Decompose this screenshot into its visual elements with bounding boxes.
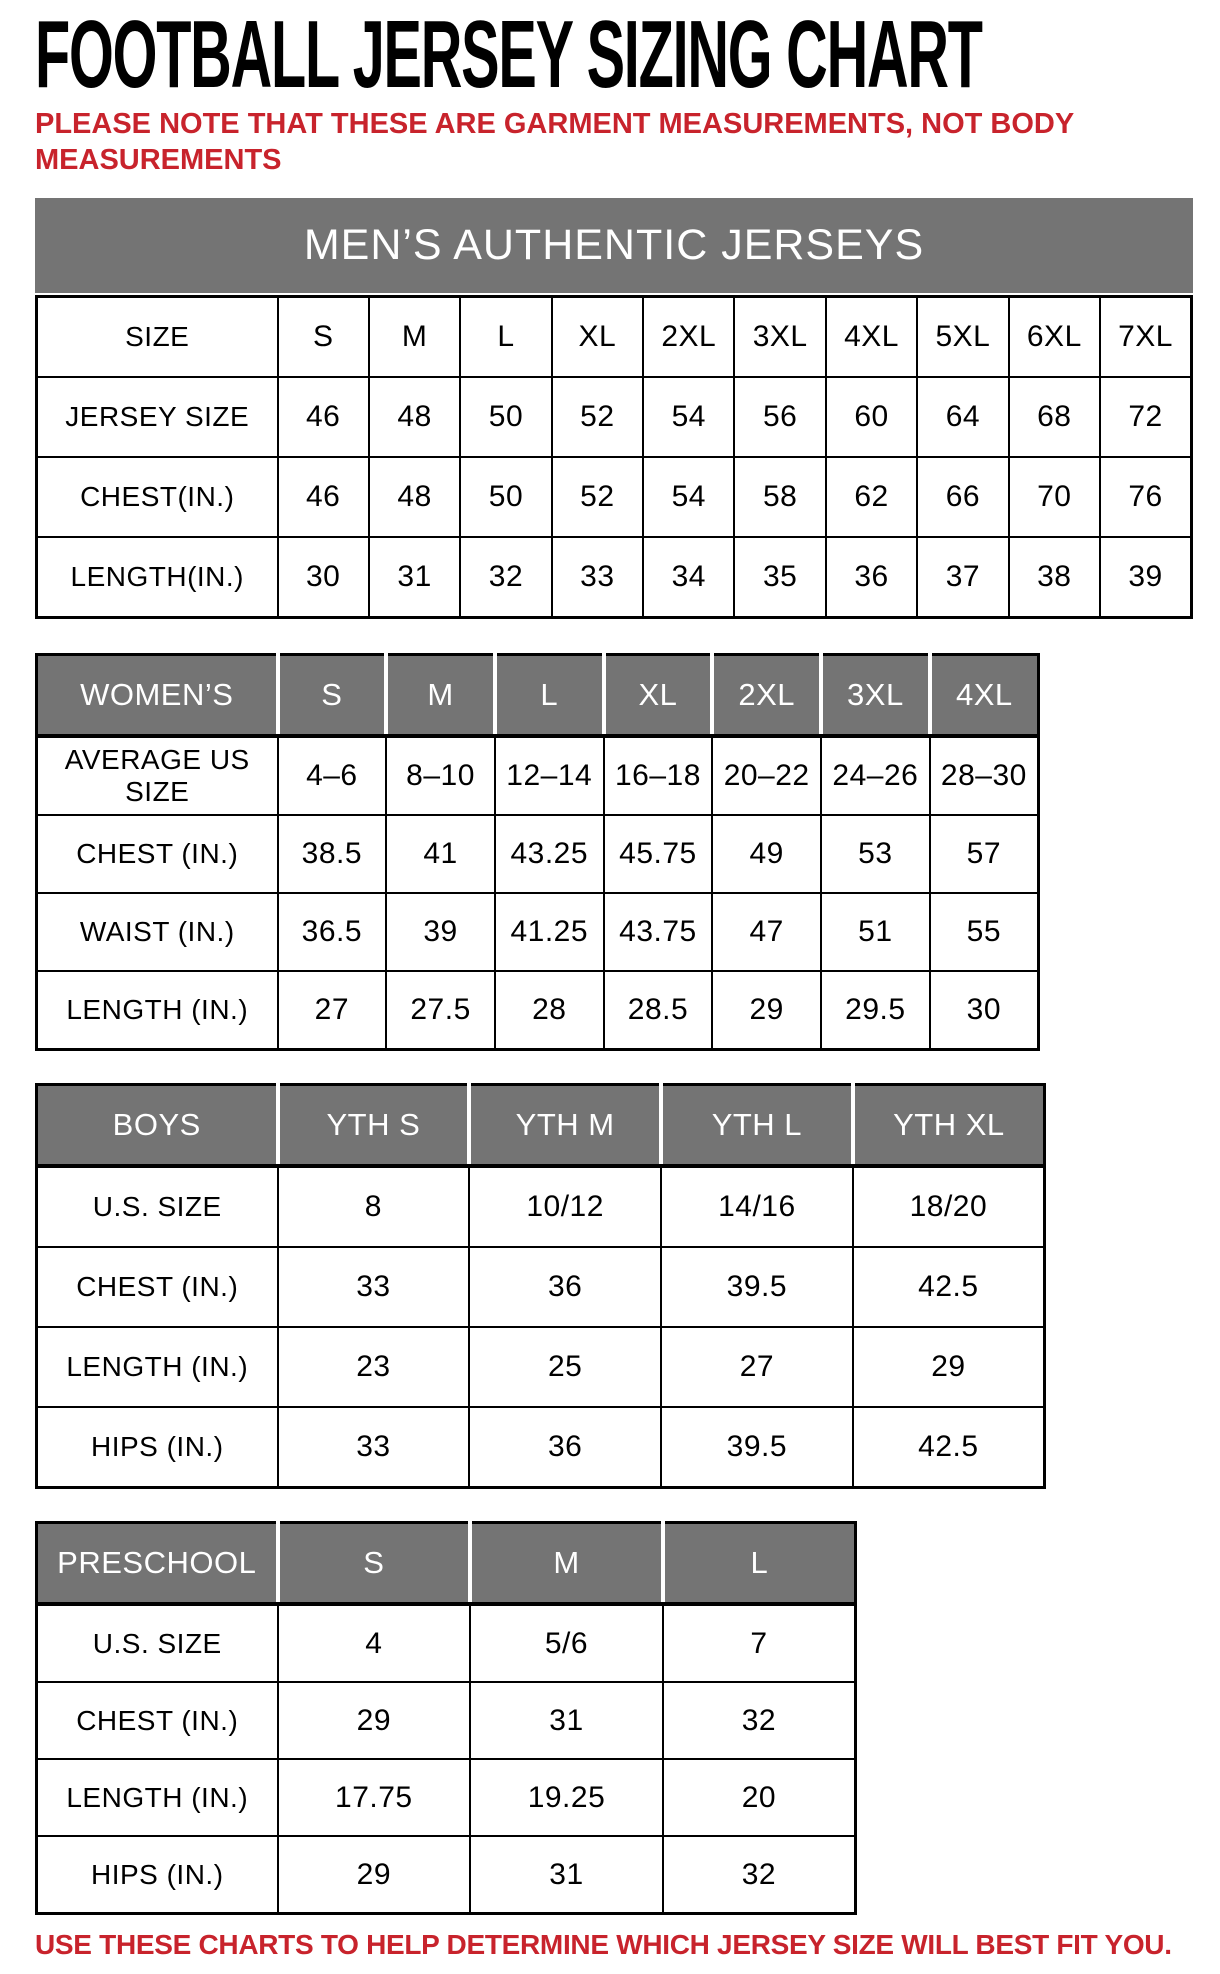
table-cell: 7 — [663, 1604, 856, 1682]
table-cell: 34 — [643, 537, 734, 618]
table-cell: 46 — [278, 377, 369, 457]
table-cell: 6XL — [1009, 297, 1100, 378]
table-cell: 20 — [663, 1759, 856, 1836]
table-row — [37, 1247, 1045, 1327]
column-header: M — [470, 1523, 663, 1605]
table-cell: 62 — [826, 457, 917, 537]
table-row — [37, 377, 1192, 457]
table-header-row — [37, 1085, 1045, 1167]
table-cell: 41.25 — [495, 893, 604, 971]
boys-table — [35, 1083, 1046, 1489]
womens-table — [35, 653, 1040, 1051]
table-cell: 29 — [712, 971, 821, 1050]
table-cell: 7XL — [1100, 297, 1191, 378]
mens-banner: MEN’S AUTHENTIC JERSEYS — [35, 198, 1193, 293]
table-cell: 43.75 — [604, 893, 713, 971]
table-cell: 51 — [821, 893, 930, 971]
table-cell: 36 — [826, 537, 917, 618]
table-cell: 72 — [1100, 377, 1191, 457]
row-label: HIPS (IN.) — [37, 1407, 278, 1488]
column-header: S — [278, 655, 387, 737]
table-cell: 29 — [278, 1836, 471, 1914]
table-row — [37, 971, 1039, 1050]
column-header: YTH L — [661, 1085, 853, 1167]
table-cell: 33 — [278, 1247, 470, 1327]
table-cell: 35 — [734, 537, 825, 618]
row-label: WAIST (IN.) — [37, 893, 278, 971]
table-cell: 28–30 — [930, 736, 1039, 815]
garment-note — [35, 106, 1220, 178]
table-cell: 56 — [734, 377, 825, 457]
table-cell: 37 — [917, 537, 1008, 618]
table-row — [37, 1604, 856, 1682]
table-cell: 38.5 — [278, 815, 387, 893]
table-cell: 29 — [278, 1682, 471, 1759]
row-label: CHEST (IN.) — [37, 815, 278, 893]
column-header: 2XL — [712, 655, 821, 737]
row-label: HIPS (IN.) — [37, 1836, 278, 1914]
table-cell: 27 — [278, 971, 387, 1050]
column-header: YTH M — [469, 1085, 661, 1167]
table-cell: S — [278, 297, 369, 378]
table-cell: 36.5 — [278, 893, 387, 971]
table-cell: 48 — [369, 377, 460, 457]
row-label: U.S. SIZE — [37, 1604, 278, 1682]
table-cell: 54 — [643, 457, 734, 537]
table-cell: 50 — [460, 377, 551, 457]
table-cell: 8–10 — [386, 736, 495, 815]
table-cell: 66 — [917, 457, 1008, 537]
table-cell: 46 — [278, 457, 369, 537]
table-cell: 32 — [460, 537, 551, 618]
table-cell: L — [460, 297, 551, 378]
table-cell: 27 — [661, 1327, 853, 1407]
table-row — [37, 297, 1192, 378]
table-cell: 36 — [469, 1247, 661, 1327]
table-cell: 33 — [278, 1407, 470, 1488]
row-label: LENGTH (IN.) — [37, 1327, 278, 1407]
garment-note-line2: MEASUREMENTS — [35, 144, 282, 176]
table-cell: 38 — [1009, 537, 1100, 618]
table-cell: XL — [552, 297, 643, 378]
table-cell: 10/12 — [469, 1166, 661, 1247]
table-cell: 42.5 — [853, 1407, 1045, 1488]
table-row — [37, 457, 1192, 537]
table-cell: 5/6 — [470, 1604, 663, 1682]
column-header: S — [278, 1523, 471, 1605]
row-label: CHEST (IN.) — [37, 1247, 278, 1327]
footer-note: USE THESE CHARTS TO HELP DETERMINE WHICH JERSEY SIZE WILL BEST FIT YOU. — [35, 1929, 1172, 1960]
column-header: 4XL — [930, 655, 1039, 737]
table-cell: 25 — [469, 1327, 661, 1407]
table-cell: 48 — [369, 457, 460, 537]
table-cell: 31 — [470, 1836, 663, 1914]
table-cell: 45.75 — [604, 815, 713, 893]
table-row — [37, 1166, 1045, 1247]
table-cell: 55 — [930, 893, 1039, 971]
table-cell: 52 — [552, 377, 643, 457]
table-cell: 3XL — [734, 297, 825, 378]
table-cell: 4 — [278, 1604, 471, 1682]
row-label: CHEST (IN.) — [37, 1682, 278, 1759]
table-cell: 42.5 — [853, 1247, 1045, 1327]
table-cell: 33 — [552, 537, 643, 618]
column-header: BOYS — [37, 1085, 278, 1167]
table-cell: 39 — [1100, 537, 1191, 618]
table-cell: 30 — [278, 537, 369, 618]
table-row — [37, 1836, 856, 1914]
table-cell: 29 — [853, 1327, 1045, 1407]
row-label: CHEST(IN.) — [37, 457, 278, 537]
row-label: LENGTH(IN.) — [37, 537, 278, 618]
table-cell: 52 — [552, 457, 643, 537]
table-row — [37, 1407, 1045, 1488]
table-cell: 60 — [826, 377, 917, 457]
table-cell: 28 — [495, 971, 604, 1050]
table-cell: 19.25 — [470, 1759, 663, 1836]
table-cell: 53 — [821, 815, 930, 893]
table-cell: 32 — [663, 1836, 856, 1914]
table-cell: 17.75 — [278, 1759, 471, 1836]
row-label: SIZE — [37, 297, 278, 378]
table-header-row — [37, 655, 1039, 737]
table-cell: 14/16 — [661, 1166, 853, 1247]
column-header: L — [495, 655, 604, 737]
page-title: FOOTBALL JERSEY SIZING CHART — [35, 1, 982, 108]
table-cell: 64 — [917, 377, 1008, 457]
preschool-table — [35, 1521, 857, 1915]
table-row — [37, 537, 1192, 618]
table-cell: 30 — [930, 971, 1039, 1050]
table-cell: 16–18 — [604, 736, 713, 815]
table-row — [37, 736, 1039, 815]
column-header: 3XL — [821, 655, 930, 737]
row-label: AVERAGE US SIZE — [37, 736, 278, 815]
table-cell: 57 — [930, 815, 1039, 893]
table-row — [37, 815, 1039, 893]
row-label: LENGTH (IN.) — [37, 971, 278, 1050]
table-cell: 5XL — [917, 297, 1008, 378]
table-row — [37, 1759, 856, 1836]
table-cell: 18/20 — [853, 1166, 1045, 1247]
table-cell: 36 — [469, 1407, 661, 1488]
table-cell: 28.5 — [604, 971, 713, 1050]
row-label: JERSEY SIZE — [37, 377, 278, 457]
table-cell: 76 — [1100, 457, 1191, 537]
table-cell: 47 — [712, 893, 821, 971]
table-cell: 39.5 — [661, 1247, 853, 1327]
table-cell: 49 — [712, 815, 821, 893]
column-header: XL — [604, 655, 713, 737]
column-header: M — [386, 655, 495, 737]
column-header: YTH S — [278, 1085, 470, 1167]
row-label: LENGTH (IN.) — [37, 1759, 278, 1836]
table-header-row — [37, 1523, 856, 1605]
table-row — [37, 893, 1039, 971]
table-cell: 29.5 — [821, 971, 930, 1050]
table-cell: 50 — [460, 457, 551, 537]
table-row — [37, 1682, 856, 1759]
table-cell: 20–22 — [712, 736, 821, 815]
title-wrap — [35, 1, 1220, 108]
column-header: WOMEN’S — [37, 655, 278, 737]
table-cell: 27.5 — [386, 971, 495, 1050]
table-cell: 70 — [1009, 457, 1100, 537]
table-cell: 58 — [734, 457, 825, 537]
table-cell: 54 — [643, 377, 734, 457]
table-cell: 31 — [369, 537, 460, 618]
column-header: PRESCHOOL — [37, 1523, 278, 1605]
column-header: YTH XL — [853, 1085, 1045, 1167]
table-cell: 4XL — [826, 297, 917, 378]
garment-note-line1: PLEASE NOTE THAT THESE ARE GARMENT MEASUREMENTS, NOT BODY — [35, 108, 1075, 140]
table-cell: 23 — [278, 1327, 470, 1407]
table-cell: 2XL — [643, 297, 734, 378]
table-cell: 41 — [386, 815, 495, 893]
table-cell: 31 — [470, 1682, 663, 1759]
table-cell: 12–14 — [495, 736, 604, 815]
table-cell: 8 — [278, 1166, 470, 1247]
table-cell: 39.5 — [661, 1407, 853, 1488]
table-cell: 39 — [386, 893, 495, 971]
table-cell: 68 — [1009, 377, 1100, 457]
mens-table — [35, 295, 1193, 619]
table-cell: 24–26 — [821, 736, 930, 815]
table-cell: 32 — [663, 1682, 856, 1759]
table-row — [37, 1327, 1045, 1407]
table-cell: M — [369, 297, 460, 378]
table-cell: 4–6 — [278, 736, 387, 815]
table-cell: 43.25 — [495, 815, 604, 893]
row-label: U.S. SIZE — [37, 1166, 278, 1247]
column-header: L — [663, 1523, 856, 1605]
